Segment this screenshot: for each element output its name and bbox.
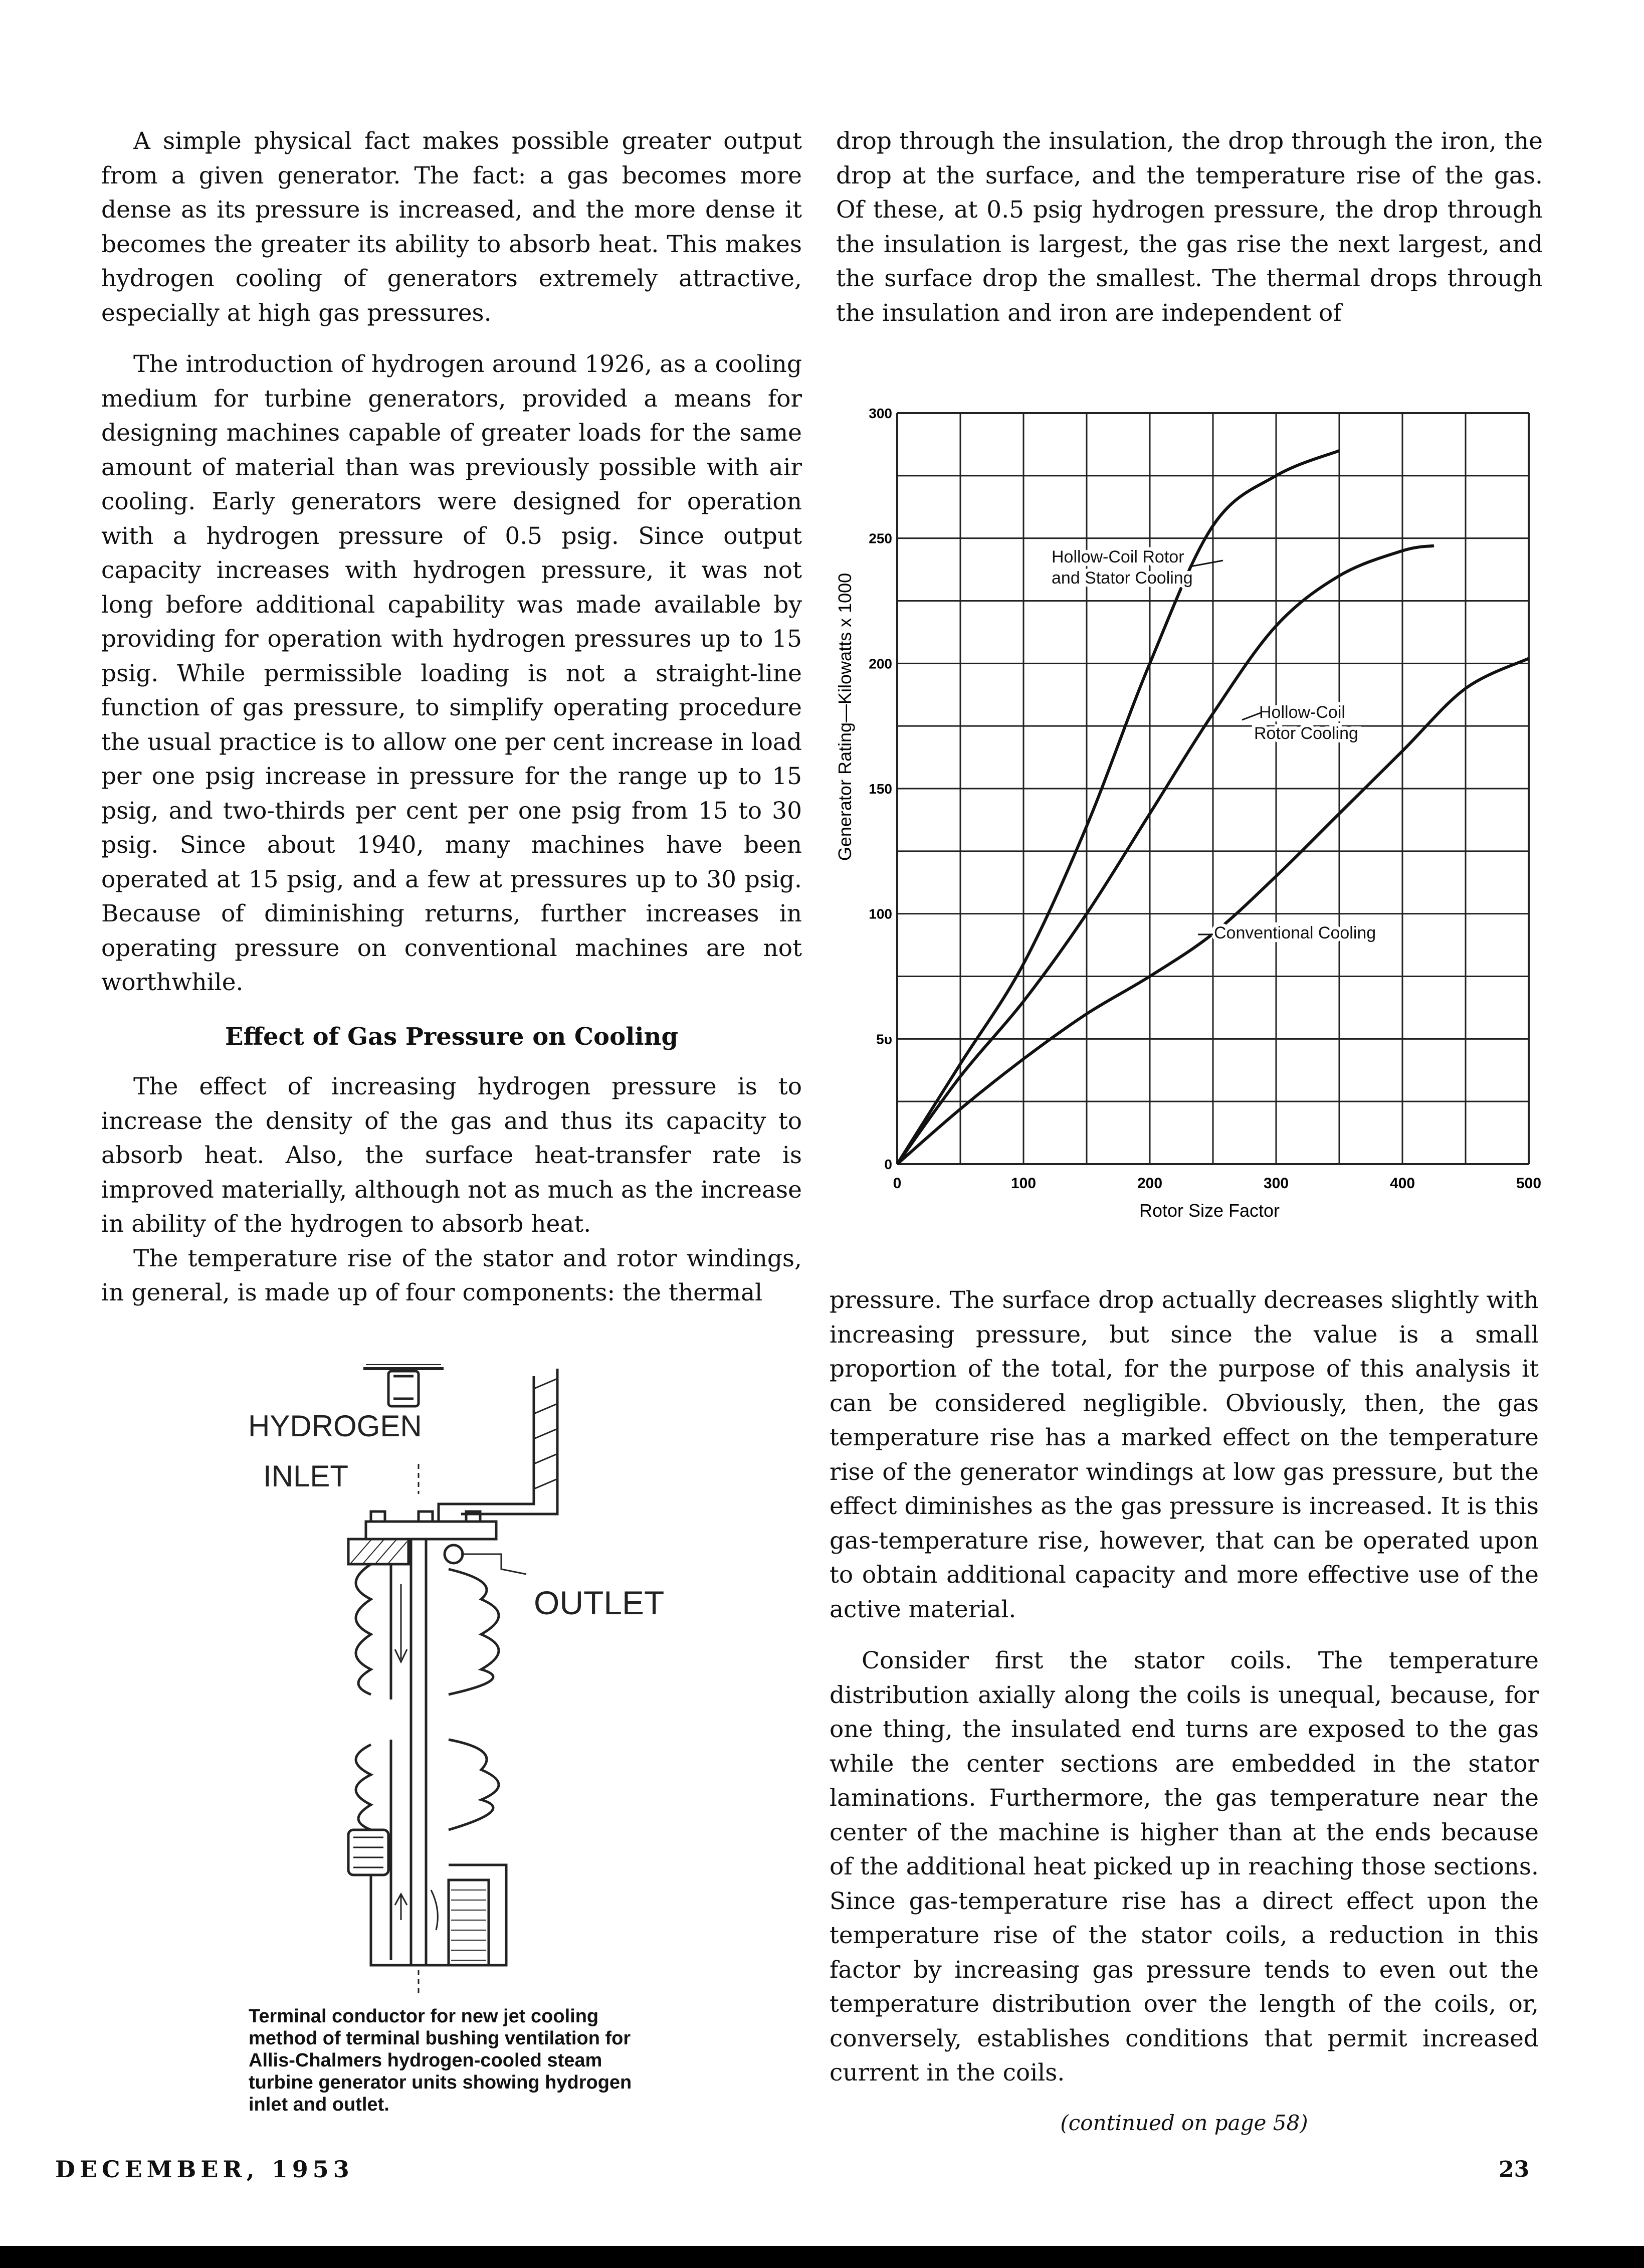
series-line bbox=[897, 546, 1434, 1164]
continued-note: (continued on page 58) bbox=[1060, 2111, 1308, 2135]
scan-edge-bar bbox=[0, 2246, 1644, 2268]
paragraph: pressure. The surface drop actually decreases slightly with increasing pressure, but since the value is a small proportion of the total, for the purpose of this analysis it can be considered negligible. Obviously, then, the gas temperature rise has a marked effect on the temperature rise of the generator windings at low gas pressure, but the effect diminishes as the gas pressure is increased. It is this gas-temperature rise, however, that can be operated upon to obtain additional capacity and more effective use of the active material. bbox=[830, 1286, 1539, 1623]
paragraph: drop through the insulation, the drop through the iron, the drop at the surface, and the temperature rise of the gas. Of these, at 0.5 psig hydrogen pressure, the drop through the insulation is largest, the gas rise the next largest, and the surface drop the smallest. The thermal drops through the insulation and iron are independent of bbox=[836, 127, 1543, 327]
annotation-label: Rotor Cooling bbox=[1254, 724, 1358, 743]
annotation-label: Hollow-Coil bbox=[1259, 703, 1345, 722]
hydrogen-inlet-label: HYDROGEN bbox=[248, 1409, 422, 1443]
y-axis-label: Generator Rating—Kilowatts x 1000 bbox=[835, 573, 855, 861]
annotation-label: Hollow-Coil Rotor bbox=[1052, 547, 1184, 566]
annotation-leader bbox=[1242, 713, 1261, 720]
y-tick-label: 0 bbox=[884, 1157, 892, 1172]
annotation-label: Conventional Cooling bbox=[1214, 923, 1376, 942]
left-column-intro bbox=[101, 124, 802, 1000]
annotation-leader bbox=[1190, 560, 1223, 566]
hydrogen-inlet-label-line2: INLET bbox=[263, 1459, 349, 1493]
x-tick-label: 400 bbox=[1389, 1175, 1415, 1192]
paragraph: The temperature rise of the stator and rotor windings, in general, is made up of four components: the thermal bbox=[101, 1244, 802, 1306]
y-tick-label: 5υ bbox=[876, 1031, 892, 1047]
page-number: 23 bbox=[1499, 2157, 1530, 2182]
x-tick-label: 100 bbox=[1010, 1175, 1037, 1192]
outlet-label: OUTLET bbox=[534, 1584, 665, 1621]
footer-date: DECEMBER, 1953 bbox=[55, 2156, 354, 2183]
x-tick-label: 500 bbox=[1516, 1175, 1542, 1192]
right-column-top bbox=[836, 124, 1543, 330]
right-column-bottom bbox=[830, 1283, 1539, 2091]
y-tick-label: 100 bbox=[869, 906, 892, 922]
y-tick-label: 250 bbox=[869, 530, 892, 546]
generator-rating-chart bbox=[822, 401, 1544, 1233]
left-column-section bbox=[101, 1070, 802, 1310]
x-tick-label: 300 bbox=[1263, 1175, 1289, 1192]
chart-annotations bbox=[1048, 544, 1376, 942]
paragraph: Consider first the stator coils. The temperature distribution axially along the coils is unequal, because, for one thing, the insulated end turns are exposed to the gas while the center sections are embedded in the stator laminations. Furthermore, the gas temperature near the center of the machine is higher than at the ends because of the additional heat picked up in reaching those sections. Since gas-temperature rise has a direct effect upon the temperature rise of the stator coils, a reduction in this factor by increasing gas pressure tends to even out the temperature distribution over the length of the coils, or, conversely, establishes conditions that permit increased current in the coils. bbox=[830, 1647, 1539, 2087]
y-tick-label: 300 bbox=[869, 406, 892, 421]
y-tick-label: 150 bbox=[869, 781, 892, 797]
y-tick-label: 200 bbox=[869, 656, 892, 672]
terminal-conductor-diagram bbox=[221, 1349, 672, 2000]
x-tick-label: 200 bbox=[1137, 1175, 1163, 1192]
section-heading: Effect of Gas Pressure on Cooling bbox=[225, 1023, 679, 1051]
paragraph: A simple physical fact makes possible greater output from a given generator. The fact: a gas becomes more dense as its pressure is increased, and the more dense it becomes the greater its ability to absorb heat. This makes hydrogen cooling of generators extremely attractive, especially at high gas pressures. bbox=[101, 127, 802, 327]
paragraph: The effect of increasing hydrogen pressure is to increase the density of the gas and thus its capacity to absorb heat. Also, the surface heat-transfer rate is improved materially, although not as much as the increase in ability of the hydrogen to absorb heat. bbox=[101, 1073, 802, 1238]
x-tick-label: 0 bbox=[893, 1175, 902, 1192]
annotation-label: and Stator Cooling bbox=[1052, 569, 1193, 588]
figure-caption: Terminal conductor for new jet cooling method of terminal bushing ventilation for Allis-Chalmers hydrogen-cooled steam turbine generator units showing hydrogen inlet and outlet. bbox=[249, 2006, 632, 2115]
paragraph: The introduction of hydrogen around 1926, as a cooling medium for turbine generators, provided a means for designing machines capable of greater loads for the same amount of material than was previously possible with air cooling. Early generators were designed for operation with a hydrogen pressure of 0.5 psig. Since output capacity increases with hydrogen pressure, it was not long before additional capability was made available by providing for operation with hydrogen pressures up to 15 psig. While permissible loading is not a straight-line function of gas pressure, to simplify operating procedure the usual practice is to allow one per cent increase in load per one psig increase in pressure for the range up to 15 psig, and two-thirds per cent per one psig from 15 to 30 psig. Since about 1940, many machines have been operated at 15 psig, and a few at pressures up to 30 psig. Because of diminishing returns, further increases in operating pressure on conventional machines are not worthwhile. bbox=[101, 350, 802, 996]
chart-ticks bbox=[869, 406, 1541, 1192]
x-axis-label: Rotor Size Factor bbox=[1139, 1200, 1280, 1221]
